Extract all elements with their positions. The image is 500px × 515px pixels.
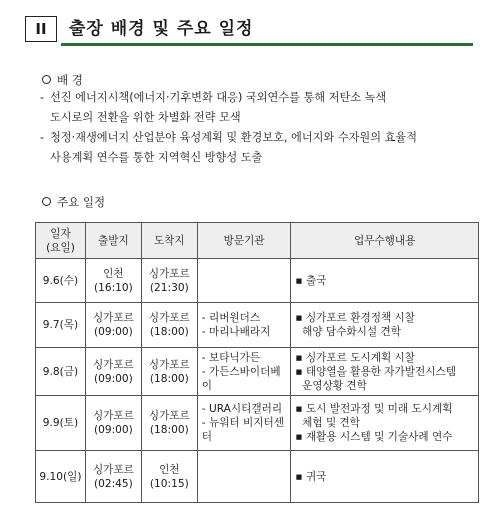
cell-date: 9.9(토): [36, 396, 86, 451]
cell-task: ▪ 싱가포르 도시계획 시찰 ▪ 태양열을 활용한 자가발전시스템 운영상황 견학: [291, 348, 479, 396]
cell-arrival: 인천 (10:15): [141, 451, 197, 503]
cell-visit: - 보타닉가든 - 가든스바이더베이: [197, 348, 291, 396]
background-item-2-line-1: 청정·재생에너지 산업분야 육성계획 및 환경보호, 에너지와 수자원의 효율적: [50, 131, 418, 144]
header-date: 일자 (요일): [36, 223, 86, 259]
schedule-table: [35, 222, 479, 503]
cell-arrival: 싱가포르 (18:00): [141, 396, 197, 451]
cell-date: 9.6(수): [36, 259, 86, 303]
header-departure: 출발지: [85, 223, 141, 259]
cell-task: ▪ 싱가포르 환경정책 시찰 해양 담수화시설 견학: [291, 303, 479, 348]
cell-visit: [197, 259, 291, 303]
cell-arrival: 싱가포르 (18:00): [141, 303, 197, 348]
cell-visit: [197, 451, 291, 503]
cell-date: 9.10(일): [36, 451, 86, 503]
circle-bullet-icon: [42, 197, 51, 206]
cell-task: ▪ 출국: [291, 259, 479, 303]
cell-departure: 싱가포르 (09:00): [85, 396, 141, 451]
circle-bullet-icon: [42, 75, 51, 84]
table-row: [36, 396, 479, 451]
schedule-heading-text: 주요 일정: [57, 195, 106, 209]
cell-task: ▪ 도시 발전과정 및 미래 도시계획 체험 및 견학 ▪ 재활용 시스템 및 기술사례 연수: [291, 396, 479, 451]
cell-visit: - URA시티갤러리 - 뉴워터 비지터센터: [197, 396, 291, 451]
schedule-heading: [42, 194, 105, 210]
table-row: [36, 303, 479, 348]
table-row: [36, 348, 479, 396]
header-arrival: 도착지: [141, 223, 197, 259]
background-item-1-line-1: 선진 에너지시책(에너지·기후변화 대응) 국외연수를 통해 저탄소 녹색: [50, 91, 387, 104]
section-header: [25, 14, 473, 46]
background-item-1-line-2: 도시로의 전환을 위한 차별화 전략 모색: [50, 111, 241, 124]
header-task: 업무수행내용: [291, 223, 479, 259]
table-header-row: [36, 223, 479, 259]
cell-departure: 싱가포르 (02:45): [85, 451, 141, 503]
background-heading: [42, 72, 83, 88]
section-title: 출장 배경 및 주요 일정: [69, 19, 254, 39]
header-visit: 방문기관: [197, 223, 291, 259]
cell-arrival: 싱가포르 (21:30): [141, 259, 197, 303]
cell-date: 9.8(금): [36, 348, 86, 396]
cell-departure: 싱가포르 (09:00): [85, 303, 141, 348]
cell-task: ▪ 귀국: [291, 451, 479, 503]
cell-date: 9.7(목): [36, 303, 86, 348]
table-row: [36, 259, 479, 303]
background-item-2-line-2: 사용계획 연수를 통한 지역혁신 방향성 도출: [50, 151, 263, 164]
section-underline: [61, 43, 473, 46]
background-heading-text: 배 경: [57, 73, 83, 87]
cell-arrival: 싱가포르 (18:00): [141, 348, 197, 396]
background-item-1: - 선진 에너지시책(에너지·기후변화 대응) 국외연수를 통해 저탄소 녹색 도시로의 전환을 위한 차별화 전략 모색: [50, 88, 480, 128]
cell-departure: 인천 (16:10): [85, 259, 141, 303]
table-row: [36, 451, 479, 503]
cell-visit: - 리버원더스 - 마리나배라지: [197, 303, 291, 348]
section-number: II: [25, 16, 57, 42]
cell-departure: 싱가포르 (09:00): [85, 348, 141, 396]
background-item-2: - 청정·재생에너지 산업분야 육성계획 및 환경보호, 에너지와 수자원의 효율적 사용계획 연수를 통한 지역혁신 방향성 도출: [50, 128, 480, 168]
